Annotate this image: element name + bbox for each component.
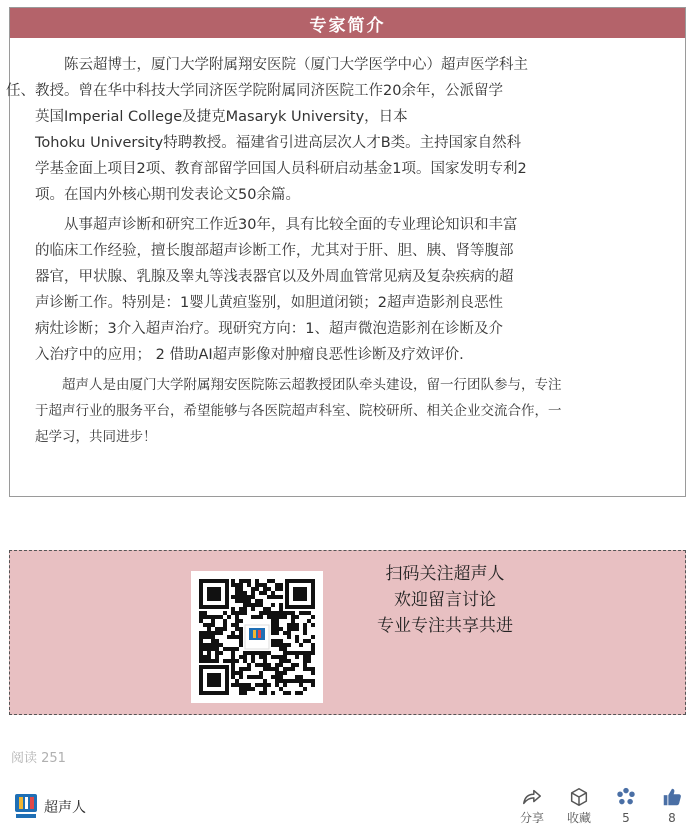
paragraph-line: 陈云超博士，厦门大学附属翔安医院（厦门大学医学中心）超声医学科主 <box>64 57 528 73</box>
paragraph-line: 起学习，共同进步！ <box>35 429 157 445</box>
paragraph-line: 器官，甲状腺、乳腺及睾丸等浅表器官以及外周血管常见病及复杂疾病的超 <box>35 269 514 285</box>
intro-paragraph-1 <box>6 52 660 208</box>
paragraph-line: 项。在国内外核心期刊发表论文50余篇。 <box>35 187 300 203</box>
share-button[interactable] <box>512 786 552 826</box>
card-header <box>10 8 685 38</box>
like-button[interactable] <box>606 786 646 826</box>
flower-icon <box>615 786 637 808</box>
paragraph-line: 从事超声诊断和研究工作近30年，具有比较全面的专业理论知识和丰富 <box>64 217 518 233</box>
card-title: 专家简介 <box>309 15 386 36</box>
paragraph-line: 任、教授。曾在华中科技大学同济医学院附属同济医院工作20余年，公派留学 <box>6 83 503 99</box>
share-icon <box>521 786 543 808</box>
paragraph-line: 声诊断工作。特别是：1婴儿黄疸鉴别，如胆道闭锁；2超声造影剂良恶性 <box>35 295 503 311</box>
paragraph-line: 入治疗中的应用； 2 借助AI超声影像对肿瘤良恶性诊断及疗效评价. <box>35 347 464 363</box>
slogans <box>340 561 550 639</box>
thumbs-up-count: 8 <box>668 811 676 825</box>
card-body <box>6 38 685 450</box>
article-footer <box>0 782 697 831</box>
like-count: 5 <box>622 811 630 825</box>
brand-name[interactable]: 超声人 <box>44 800 86 816</box>
cube-icon <box>568 786 590 808</box>
paragraph-line: 病灶诊断；3介入超声治疗。现研究方向：1、超声微泡造影剂在诊断及介 <box>35 321 503 337</box>
qr-center-logo <box>245 625 269 649</box>
brand-logo-icon[interactable] <box>14 792 38 820</box>
intro-paragraph-2 <box>35 212 660 368</box>
intro-paragraph-3 <box>35 372 660 450</box>
qr-code-image <box>191 571 323 703</box>
paragraph-line: 的临床工作经验，擅长腹部超声诊断工作，尤其对于肝、胆、胰、肾等腹部 <box>35 243 514 259</box>
paragraph-line: 于超声行业的服务平台，希望能够与各医院超声科室、院校研所、相关企业交流合作，一 <box>35 403 562 419</box>
paragraph-line: 学基金面上项目2项、教育部留学回国人员科研启动基金1项。国家发明专利2 <box>35 161 527 177</box>
follow-promo-box <box>9 550 686 715</box>
slogan-comment: 欢迎留言讨论 <box>394 590 496 610</box>
share-label: 分享 <box>519 811 544 825</box>
read-count: 阅读 251 <box>11 751 66 766</box>
paragraph-line: 英国Imperial College及捷克Masaryk University，日本 <box>35 109 408 125</box>
expert-intro-card <box>6 7 686 497</box>
qr-code[interactable] <box>191 571 323 703</box>
thumbs-up-icon <box>661 786 683 808</box>
paragraph-line: Tohoku University特聘教授。福建省引进高层次人才B类。主持国家自然科 <box>35 135 522 151</box>
favorite-button[interactable] <box>559 786 599 826</box>
favorite-label: 收藏 <box>566 811 591 825</box>
slogan-share: 专业专注共享共进 <box>377 616 513 636</box>
paragraph-line: 超声人是由厦门大学附属翔安医院陈云超教授团队牵头建设，留一行团队参与，专注 <box>62 377 562 393</box>
thumbs-up-button[interactable] <box>652 786 692 826</box>
slogan-follow: 扫码关注超声人 <box>385 564 505 584</box>
